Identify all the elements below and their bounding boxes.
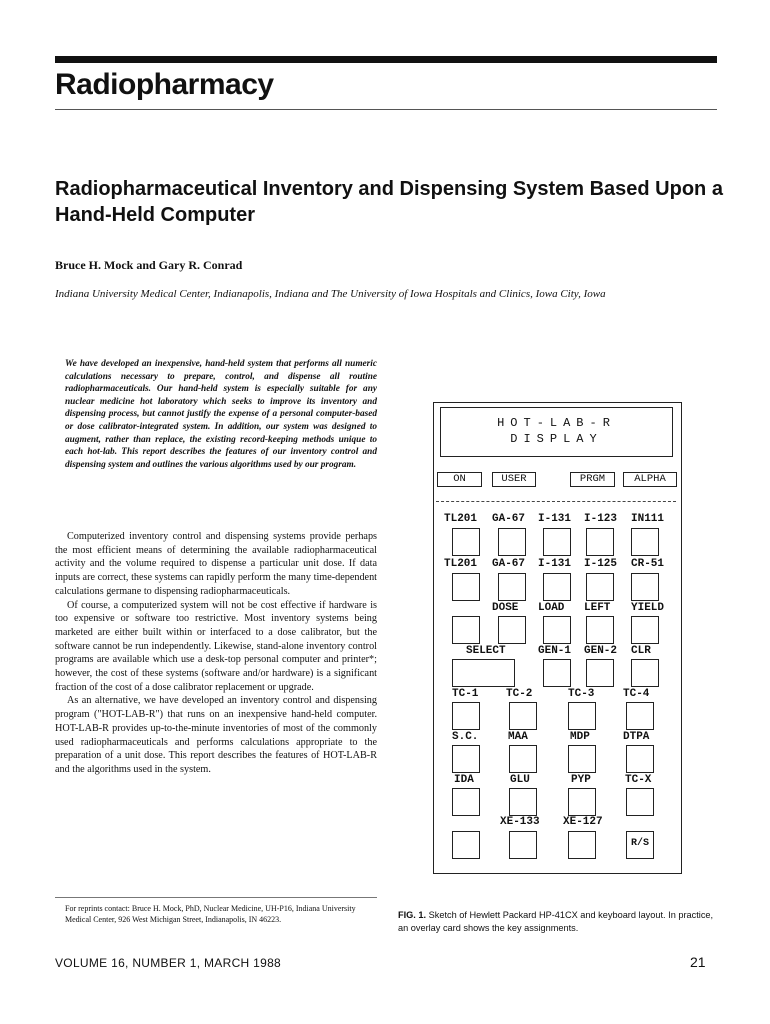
calculator-key — [452, 528, 480, 556]
header-underline — [55, 109, 717, 110]
calculator-key — [586, 528, 614, 556]
prgm-key: PRGM — [570, 472, 615, 487]
calculator-key — [626, 745, 654, 773]
calculator-display — [440, 407, 673, 457]
key-label: I-125 — [584, 558, 618, 570]
calculator-key — [543, 528, 571, 556]
journal-footer: VOLUME 16, NUMBER 1, MARCH 1988 — [55, 956, 282, 970]
key-label: I-123 — [584, 513, 618, 525]
key-label: CR-51 — [631, 558, 665, 570]
key-label: S.C. — [452, 731, 479, 743]
calculator-key — [631, 616, 659, 644]
calculator-key — [586, 616, 614, 644]
calculator-key — [568, 788, 596, 816]
calculator-key — [543, 616, 571, 644]
calculator-key — [631, 659, 659, 687]
calculator-key — [498, 616, 526, 644]
calculator-key — [452, 659, 515, 687]
display-line-1: HOT-LAB-R — [497, 416, 616, 430]
caption-label: FIG. 1. — [398, 910, 427, 920]
calculator-key — [568, 831, 596, 859]
key-label: GEN-1 — [538, 645, 572, 657]
key-label: DOSE — [492, 602, 519, 614]
calculator-key — [586, 659, 614, 687]
body-text — [55, 530, 377, 777]
calculator-key — [626, 702, 654, 730]
key-label: LOAD — [538, 602, 565, 614]
calculator-key — [452, 702, 480, 730]
calculator-key — [586, 573, 614, 601]
calculator-key — [498, 528, 526, 556]
key-label: GLU — [510, 774, 530, 786]
calculator-key — [509, 745, 537, 773]
alpha-key: ALPHA — [623, 472, 677, 487]
rs-key: R/S — [626, 831, 654, 859]
key-label: TL201 — [444, 558, 478, 570]
key-label: LEFT — [584, 602, 611, 614]
header-rule — [55, 56, 717, 63]
caption-text: Sketch of Hewlett Packard HP-41CX and keyboard layout. In practice, an overlay card shows the key assignments. — [398, 910, 714, 933]
calculator-key — [452, 616, 480, 644]
calculator-key — [626, 788, 654, 816]
key-label: GA-67 — [492, 558, 526, 570]
abstract: We have developed an inexpensive, hand-held system that performs all numeric calculations necessary to prepare, control, and dispense all routine radiopharmaceuticals. Our hand-held system is especially suitable for any nuclear medicine hot laboratory which seeks to improve its inventory and dispensing process, but cannot justify the expense of a personal computer-based or dose calibrator-integrated system. In addition, our system was designed to augment, rather than replace, the existing record-keeping methods unique to each hot-lab. This report describes the features of our inventory control and dispensing system and outlines the various algorithms used by our program. — [65, 359, 377, 470]
key-label: PYP — [571, 774, 591, 786]
calculator-key — [498, 573, 526, 601]
calculator-key — [509, 831, 537, 859]
section-heading: Radiopharmacy — [55, 68, 274, 101]
calculator-key — [452, 831, 480, 859]
body-paragraph: As an alternative, we have developed an inventory control and dispensing program ("HOT-LAB-R") that runs on an inexpensive hand-held computer. HOT-LAB-R provides up-to-the-minute inventories of most of the commonly used radiopharmaceuticals and performs calculations appropriate to the preparation of a unit dose. This report describes the features of HOT-LAB-R and the algorithms used in the system. — [55, 695, 377, 775]
key-label: GA-67 — [492, 513, 526, 525]
key-label: TC-X — [625, 774, 652, 786]
key-label: XE-133 — [500, 816, 540, 828]
calculator-key — [631, 528, 659, 556]
affiliation: Indiana University Medical Center, Indianapolis, Indiana and The University of Iowa Hospitals and Clinics, Iowa City, Iowa — [55, 288, 606, 300]
on-key: ON — [437, 472, 482, 487]
key-label: IN111 — [631, 513, 665, 525]
key-label: CLR — [631, 645, 651, 657]
divider-line — [436, 501, 676, 502]
key-label: YIELD — [631, 602, 665, 614]
calculator-key — [509, 788, 537, 816]
user-key: USER — [492, 472, 536, 487]
authors: Bruce H. Mock and Gary R. Conrad — [55, 258, 243, 272]
key-label: DTPA — [623, 731, 650, 743]
calculator-key — [631, 573, 659, 601]
page-number: 21 — [690, 954, 706, 970]
calculator-key — [543, 573, 571, 601]
key-label: TL201 — [444, 513, 478, 525]
key-label: TC-1 — [452, 688, 479, 700]
key-label: I-131 — [538, 558, 572, 570]
key-label: TC-3 — [568, 688, 595, 700]
key-label: MAA — [508, 731, 528, 743]
calculator-key — [509, 702, 537, 730]
key-label: GEN-2 — [584, 645, 618, 657]
calculator-key — [452, 745, 480, 773]
display-line-2: DISPLAY — [510, 432, 603, 446]
article-title: Radiopharmaceutical Inventory and Dispensing System Based Upon a Hand-Held Computer — [55, 178, 723, 226]
footnote-rule — [55, 897, 377, 898]
calculator-key — [543, 659, 571, 687]
key-label: SELECT — [466, 645, 506, 657]
key-label: XE-127 — [563, 816, 603, 828]
calculator-key — [568, 702, 596, 730]
key-label: I-131 — [538, 513, 572, 525]
key-label: TC-2 — [506, 688, 533, 700]
footnote: For reprints contact: Bruce H. Mock, PhD, Nuclear Medicine, UH-P16, Indiana University Medical Center, 926 West Michigan Street, Indianapolis, IN 46223. — [65, 904, 356, 924]
figure-caption — [398, 909, 723, 935]
key-label: TC-4 — [623, 688, 650, 700]
body-paragraph: Of course, a computerized system will not be cost effective if hardware is too expensive or software too restrictive. Most inventory systems being marketed are either built within or interfaced to a dose calibrator, but the software cannot be run independently. Likewise, stand-alone inventory control programs are available which use a desk-top personal computer and printer*; however, the cost of these systems (software and/or hardware) is a significant fraction of the cost of a dose calibrator replacement or upgrade. — [55, 599, 377, 693]
key-label: MDP — [570, 731, 590, 743]
key-label: IDA — [454, 774, 474, 786]
body-paragraph: Computerized inventory control and dispensing systems provide perhaps the most efficient means of determining the available radiopharmaceutical activity and the volume required to dispense a particular unit dose. If data inputs are correct, these systems can rapidly perform the many time-dependent calculations germane to dispensing radiopharmaceuticals. — [55, 531, 377, 597]
calculator-key — [568, 745, 596, 773]
calculator-key — [452, 788, 480, 816]
calculator-key — [452, 573, 480, 601]
